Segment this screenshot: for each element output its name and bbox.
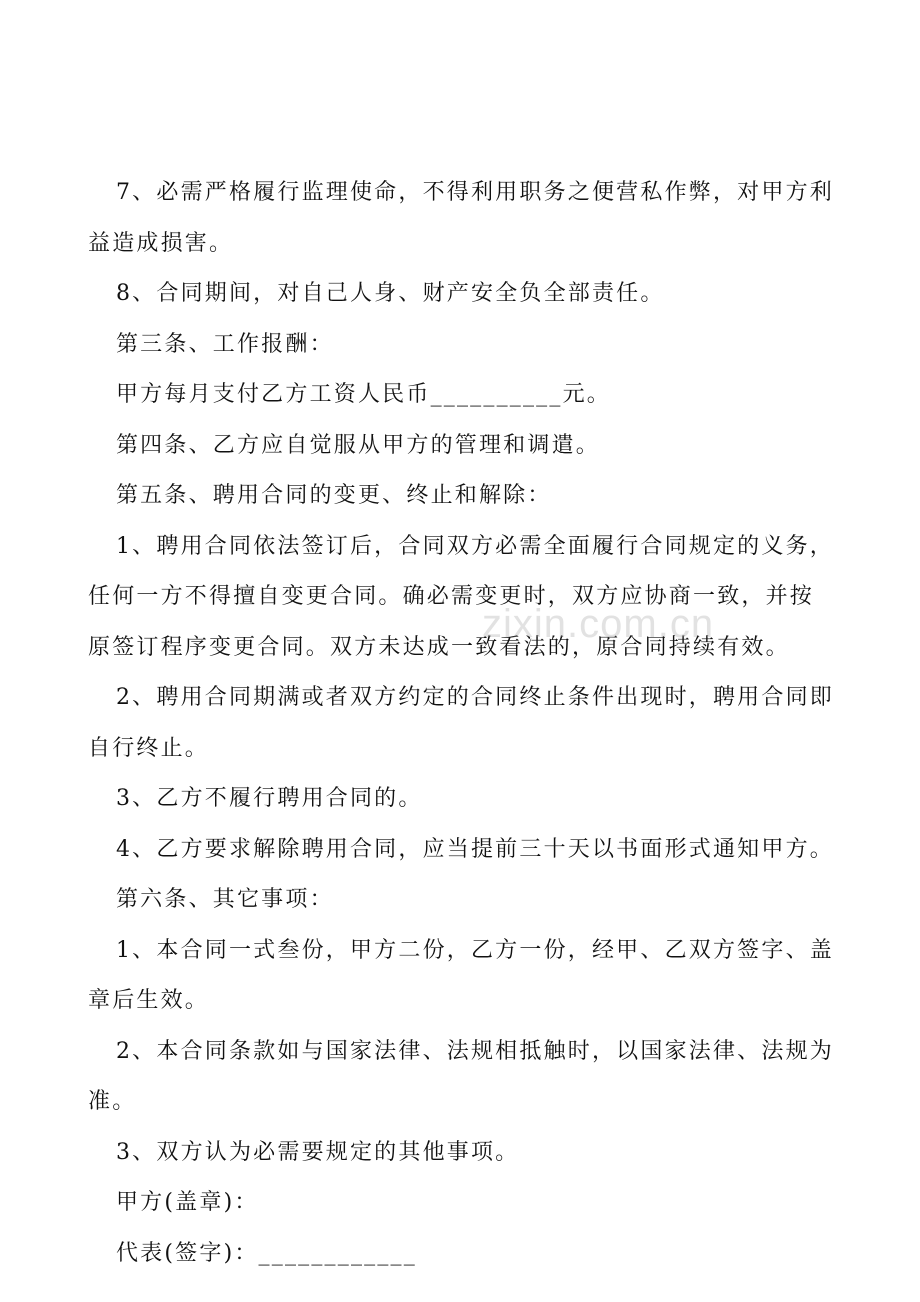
article-6-item-3: 3、双方认为必需要规定的其他事项。 xyxy=(115,1139,520,1165)
section-heading-article-3: 第三条、工作报酬： xyxy=(115,331,334,357)
article-5-item-4: 4、乙方要求解除聘用合同，应当提前三十天以书面形式通知甲方。 xyxy=(115,836,834,862)
article-5-item-2: 2、聘用合同期满或者双方约定的合同终止条件出现时，聘用合同即自行终止。 xyxy=(88,685,834,761)
section-heading-article-4: 第四条、乙方应自觉服从甲方的管理和调遣。 xyxy=(115,432,600,458)
section-heading-article-6: 第六条、其它事项： xyxy=(115,887,334,912)
paragraph-item-8: 8、合同期间，对自己人身、财产安全负全部责任。 xyxy=(115,281,665,306)
party-a-seal-line: 甲方(盖章)： xyxy=(115,1190,259,1215)
representative-signature-line: 代表(签字)：____________ xyxy=(115,1240,417,1266)
document-body xyxy=(88,168,838,1279)
site-watermark: zixin.com.cn xyxy=(482,602,715,646)
paragraph-item-7: 7、必需严格履行监理使命，不得利用职务之便营私作弊，对甲方利益造成损害。 xyxy=(88,180,834,256)
section-heading-article-5: 第五条、聘用合同的变更、终止和解除： xyxy=(115,483,552,508)
salary-clause: 甲方每月支付乙方工资人民币__________元。 xyxy=(115,382,611,407)
article-6-item-1: 1、本合同一式叁份，甲方二份，乙方一份，经甲、乙双方签字、盖章后生效。 xyxy=(88,937,834,1013)
article-6-item-2: 2、本合同条款如与国家法律、法规相抵触时，以国家法律、法规为准。 xyxy=(88,1038,834,1114)
article-5-item-1: 1、聘用合同依法签订后，合同双方必需全面履行合同规定的义务，任何一方不得擅自变更合同。确必需变更时，双方应协商一致，并按原签订程序变更合同。双方未达成一致看法的，原合同持续有效。 xyxy=(88,533,834,660)
article-5-item-3: 3、乙方不履行聘用合同的。 xyxy=(115,786,423,811)
